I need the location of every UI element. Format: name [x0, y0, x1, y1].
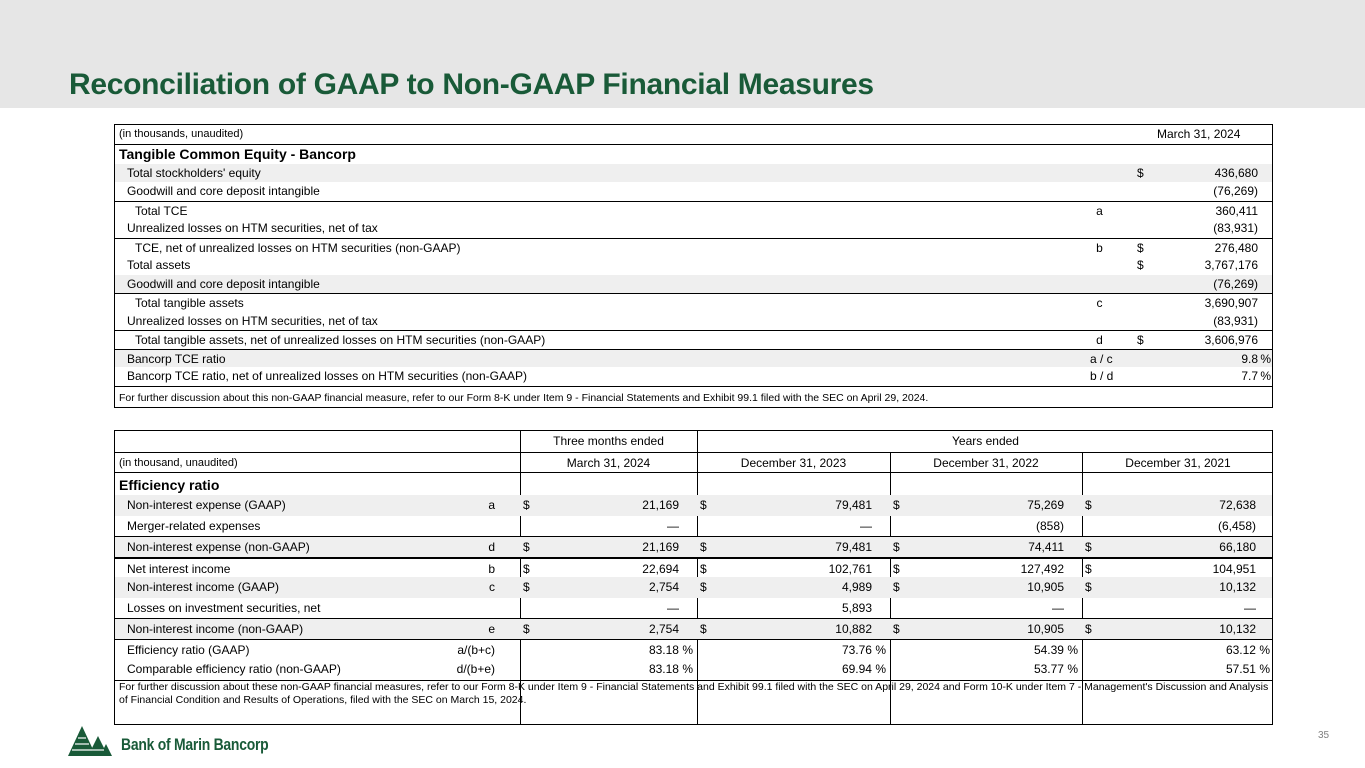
- eff-cell-value: —: [667, 600, 679, 615]
- eff-footnote: For further discussion about these non-GAAP financial measures, refer to our Form 8-K under Item 9 - Financial Statements and Exhibit 99.1 filed with the SEC on April 29, 2024 and Form 10-K under Item 7 - Management's Discussion and Analysis of Financial Condition and Results of Operations, filed with the SEC on March 15, 2024.: [119, 680, 1269, 706]
- efficiency-table: [114, 430, 1273, 725]
- eff-cell-value: 63.12 %: [1225, 642, 1270, 657]
- tce-row-value: 3,767,176: [1204, 258, 1258, 272]
- eff-col-header: December 31, 2021: [1125, 455, 1231, 470]
- eff-cell-value: 54.39 %: [1033, 642, 1078, 657]
- tce-row-label: Total stockholders' equity: [127, 165, 261, 180]
- tce-row-value: (76,269): [1213, 184, 1258, 198]
- eff-cell-value: 5,893: [841, 600, 872, 615]
- eff-row-key: d: [488, 540, 495, 554]
- eff-cell-value: (6,458): [1217, 518, 1256, 533]
- eff-col-header: December 31, 2022: [933, 455, 1039, 470]
- tce-row: [115, 182, 1272, 201]
- eff-cell-value: 79,481: [835, 540, 872, 554]
- eff-cell-value: 79,481: [835, 498, 872, 512]
- eff-cell-dollar: $: [1085, 580, 1092, 594]
- tce-row-label: Total tangible assets, net of unrealized losses on HTM securities (non-GAAP): [135, 333, 546, 347]
- eff-cell-value: 21,169: [642, 498, 679, 512]
- eff-cell-dollar: $: [893, 540, 900, 554]
- eff-cell-value: —: [667, 518, 679, 533]
- bank-logo-text: Bank of Marin Bancorp: [121, 735, 269, 754]
- tce-row-dollar: $: [1137, 240, 1144, 255]
- tce-row-value: 436,680: [1214, 165, 1258, 180]
- eff-cell-dollar: $: [893, 561, 900, 576]
- eff-cell-value: 83.18 %: [648, 662, 693, 676]
- eff-cell-value: —: [1244, 600, 1256, 615]
- tce-section-title: Tangible Common Equity - Bancorp: [119, 145, 356, 162]
- eff-col-header: December 31, 2023: [740, 455, 847, 470]
- eff-cell-value: 4,989: [841, 580, 872, 594]
- eff-cell-dollar: $: [523, 561, 530, 576]
- tce-row-label: Goodwill and core deposit intangible: [127, 184, 320, 198]
- eff-row-label: Non-interest income (GAAP): [127, 580, 280, 594]
- eff-cell-value: 72,638: [1219, 498, 1256, 512]
- eff-cell-dollar: $: [1085, 498, 1092, 512]
- tce-row-value: 360,411: [1215, 203, 1258, 218]
- eff-row-key: a/(b+c): [457, 642, 495, 657]
- eff-cell-value: 73.76 %: [841, 642, 886, 657]
- tce-row: [115, 164, 1272, 183]
- eff-cell-dollar: $: [700, 580, 707, 594]
- eff-cell-value: 57.51 %: [1225, 662, 1270, 676]
- eff-cell-value: 2,754: [648, 622, 679, 636]
- tce-table: [114, 124, 1273, 408]
- tce-row-label: Total assets: [127, 258, 191, 272]
- eff-cell-dollar: $: [700, 498, 707, 512]
- tce-row-label: Unrealized losses on HTM securities, net of tax: [127, 313, 378, 328]
- tce-row-dollar: $: [1137, 258, 1144, 272]
- eff-cell-value: 21,169: [642, 540, 679, 554]
- eff-row-key: e: [488, 622, 495, 636]
- eff-cell-dollar: $: [893, 580, 900, 594]
- eff-col-header-row: [115, 452, 1272, 473]
- tce-row-dollar: $: [1137, 333, 1144, 347]
- tce-row-dollar: $: [1137, 165, 1144, 180]
- tce-row-value: 9.8: [1241, 351, 1258, 366]
- eff-row: [115, 495, 1272, 516]
- tce-footnote-row: [115, 386, 1272, 407]
- eff-cell-value: 10,882: [835, 622, 872, 636]
- tce-row-key: d: [1096, 333, 1103, 347]
- eff-cell-value: 10,905: [1027, 580, 1064, 594]
- tce-header-row: [115, 125, 1272, 144]
- tce-row: [115, 312, 1272, 331]
- eff-cell-dollar: $: [523, 622, 530, 636]
- tce-row-label: Total TCE: [135, 203, 188, 218]
- tce-row-label: TCE, net of unrealized losses on HTM securities (non-GAAP): [135, 240, 461, 255]
- eff-cell-value: —: [860, 518, 872, 533]
- eff-row-label: Non-interest expense (non-GAAP): [127, 540, 310, 554]
- eff-group-three-months: Three months ended: [553, 434, 664, 448]
- eff-cell-value: (858): [1035, 518, 1064, 533]
- eff-row-key: b: [488, 561, 495, 576]
- eff-row-key: c: [489, 580, 495, 594]
- tce-row-pct: %: [1260, 369, 1271, 383]
- eff-cell-value: 75,269: [1027, 498, 1064, 512]
- tce-row: [115, 330, 1272, 349]
- eff-group-years: Years ended: [952, 434, 1019, 448]
- tce-unit-label: (in thousands, unaudited): [119, 128, 244, 140]
- eff-cell-dollar: $: [700, 561, 707, 576]
- tce-row-key: b: [1096, 240, 1103, 255]
- eff-col-header: March 31, 2024: [566, 455, 651, 470]
- tce-row: [115, 256, 1272, 275]
- eff-cell-dollar: $: [1085, 561, 1092, 576]
- eff-row: [115, 536, 1272, 557]
- tce-row-label: Bancorp TCE ratio, net of unrealized losses on HTM securities (non-GAAP): [127, 369, 527, 383]
- tce-section-row: [115, 144, 1272, 164]
- eff-row-label: Losses on investment securities, net: [127, 600, 321, 615]
- eff-cell-dollar: $: [700, 540, 707, 554]
- eff-cell-dollar: $: [700, 622, 707, 636]
- eff-row: [115, 659, 1272, 680]
- tce-row-value: 3,606,976: [1204, 333, 1258, 347]
- eff-cell-value: 69.94 %: [841, 662, 886, 676]
- eff-row-label: Comparable efficiency ratio (non-GAAP): [127, 662, 341, 676]
- eff-cell-dollar: $: [523, 540, 530, 554]
- eff-cell-value: 22,694: [642, 561, 679, 576]
- eff-cell-value: 83.18 %: [648, 642, 693, 657]
- eff-cell-dollar: $: [893, 498, 900, 512]
- eff-cell-dollar: $: [523, 498, 530, 512]
- tce-row-value: 7.7: [1241, 369, 1258, 383]
- tce-date-header: March 31, 2024: [1157, 127, 1241, 141]
- tce-row-label: Bancorp TCE ratio: [127, 351, 226, 366]
- eff-row-key: d/(b+e): [456, 662, 495, 676]
- eff-section-title: Efficiency ratio: [119, 477, 220, 493]
- eff-group-header-row: [115, 431, 1272, 452]
- page-title: Reconciliation of GAAP to Non-GAAP Financial Measures: [69, 68, 874, 101]
- eff-cell-value: 102,761: [828, 561, 872, 576]
- tce-row-label: Unrealized losses on HTM securities, net of tax: [127, 221, 378, 235]
- tce-row: [115, 201, 1272, 220]
- eff-row-key: a: [488, 498, 495, 512]
- tce-row-key: b / d: [1090, 369, 1114, 383]
- tce-row: [115, 349, 1272, 368]
- tce-row: [115, 238, 1272, 257]
- tce-row-key: a / c: [1090, 351, 1113, 366]
- eff-cell-value: —: [1052, 600, 1064, 615]
- bank-logo-mark-icon: [68, 720, 128, 760]
- eff-cell-value: 2,754: [648, 580, 679, 594]
- eff-cell-value: 74,411: [1028, 540, 1064, 554]
- eff-row: [115, 516, 1272, 537]
- eff-row-label: Merger-related expenses: [127, 518, 261, 533]
- eff-unit-label: (in thousand, unaudited): [119, 456, 238, 469]
- eff-section-row: [115, 472, 1272, 495]
- tce-row-value: (83,931): [1213, 221, 1258, 235]
- tce-row: [115, 293, 1272, 312]
- tce-row: [115, 275, 1272, 294]
- eff-row: [115, 598, 1272, 619]
- eff-cell-value: 53.77 %: [1033, 662, 1078, 676]
- tce-row: [115, 367, 1272, 386]
- eff-cell-dollar: $: [1085, 622, 1092, 636]
- eff-row: [115, 618, 1272, 639]
- eff-cell-dollar: $: [523, 580, 530, 594]
- eff-row-label: Efficiency ratio (GAAP): [127, 642, 250, 657]
- tce-row-value: 3,690,907: [1204, 296, 1258, 310]
- eff-row: [115, 577, 1272, 598]
- eff-cell-value: 10,905: [1027, 622, 1064, 636]
- tce-row-value: (76,269): [1213, 276, 1258, 291]
- eff-cell-value: 66,180: [1219, 540, 1256, 554]
- page-number: 35: [1318, 730, 1330, 741]
- eff-row-label: Net interest income: [127, 561, 231, 576]
- tce-row-label: Total tangible assets: [135, 296, 244, 310]
- eff-footnote-row: [115, 680, 1272, 724]
- tce-row-key: c: [1096, 296, 1103, 310]
- tce-row-pct: %: [1260, 351, 1271, 366]
- eff-cell-value: 10,132: [1219, 580, 1256, 594]
- eff-cell-dollar: $: [1085, 540, 1092, 554]
- tce-row: [115, 219, 1272, 238]
- eff-row: [115, 639, 1272, 660]
- tce-row-label: Goodwill and core deposit intangible: [127, 276, 320, 291]
- tce-row-key: a: [1096, 203, 1103, 218]
- eff-cell-dollar: $: [893, 622, 900, 636]
- eff-row: [115, 557, 1272, 578]
- tce-row-value: (83,931): [1213, 313, 1258, 328]
- eff-cell-value: 104,951: [1212, 561, 1256, 576]
- tce-footnote: For further discussion about this non-GAAP financial measure, refer to our Form 8-K under Item 9 - Financial Statements and Exhibit 99.1 filed with the SEC on April 29, 2024.: [119, 391, 929, 404]
- tce-row-value: 276,480: [1214, 240, 1258, 255]
- eff-row-label: Non-interest income (non-GAAP): [127, 622, 304, 636]
- eff-cell-value: 127,492: [1020, 561, 1064, 576]
- eff-row-label: Non-interest expense (GAAP): [127, 498, 286, 512]
- eff-cell-value: 10,132: [1219, 622, 1256, 636]
